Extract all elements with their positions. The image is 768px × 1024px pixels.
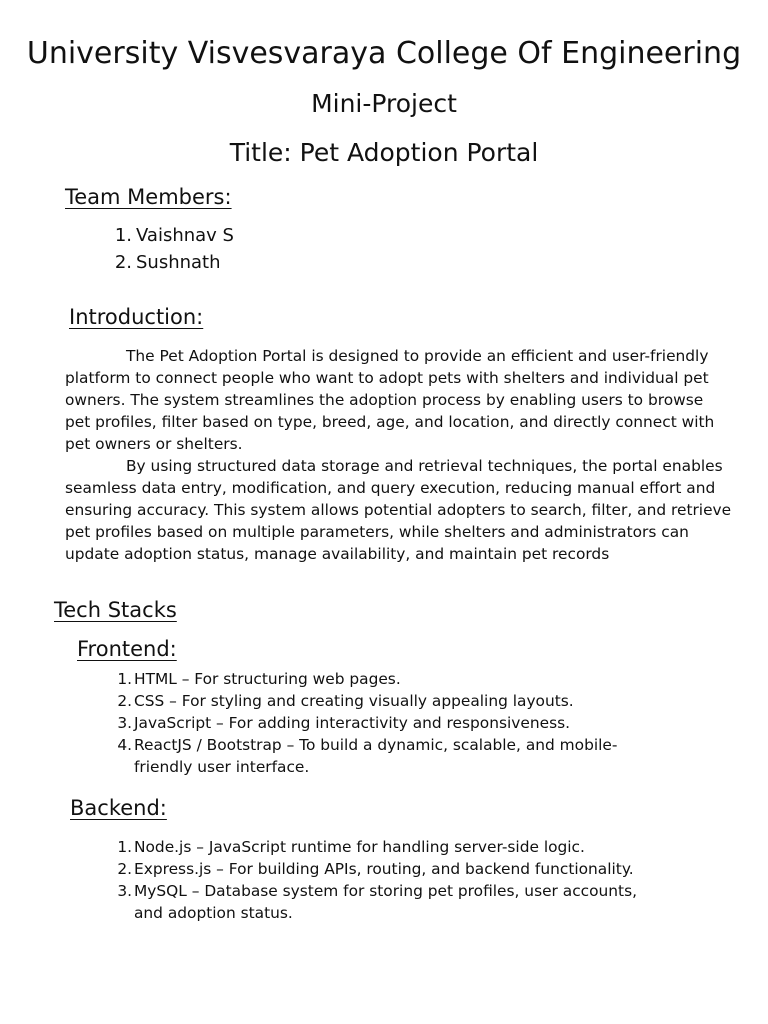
intro-line: The Pet Adoption Portal is designed to provide an efficient and user-friendly — [126, 347, 709, 365]
intro-line: By using structured data storage and retrieval techniques, the portal enables — [126, 457, 723, 475]
frontend-list — [116, 668, 654, 778]
list-text: Node.js – JavaScript runtime for handling server-side logic. — [134, 838, 585, 856]
list-number: 1. — [114, 225, 132, 246]
university-title: University Visvesvaraya College Of Engineering — [26, 36, 742, 71]
list-text: Express.js – For building APIs, routing, and backend functionality. — [134, 860, 634, 878]
member-name: Sushnath — [136, 252, 221, 273]
list-number: 2. — [117, 860, 132, 878]
frontend-heading: Frontend: — [77, 637, 177, 661]
list-number: 1. — [117, 838, 132, 856]
intro-line: ensuring accuracy. This system allows potential adopters to search, filter, and retrieve — [65, 501, 732, 519]
intro-line: pet profiles based on multiple parameters, while shelters and administrators can — [65, 523, 689, 541]
list-item — [116, 858, 654, 880]
list-item — [116, 836, 654, 858]
list-item — [116, 690, 654, 712]
list-item — [112, 222, 234, 249]
introduction-body — [65, 345, 760, 565]
intro-line: pet profiles, filter based on type, breed, age, and location, and directly connect with — [65, 413, 715, 431]
list-item — [116, 668, 654, 690]
intro-line: update adoption status, manage availability, and maintain pet records — [65, 545, 610, 563]
list-text: MySQL – Database system for storing pet profiles, user accounts, and adoption status. — [134, 882, 637, 922]
project-subtitle: Mini-Project — [311, 89, 457, 118]
team-members-heading: Team Members: — [65, 185, 232, 209]
list-item — [112, 249, 234, 276]
list-item — [116, 880, 654, 924]
member-name: Vaishnav S — [136, 225, 234, 246]
list-number: 4. — [117, 736, 132, 754]
list-number: 1. — [117, 670, 132, 688]
list-number: 3. — [117, 882, 132, 900]
backend-list — [116, 836, 654, 924]
project-title: Title: Pet Adoption Portal — [229, 138, 539, 167]
list-text: HTML – For structuring web pages. — [134, 670, 401, 688]
list-number: 3. — [117, 714, 132, 732]
list-number: 2. — [117, 692, 132, 710]
intro-line: owners. The system streamlines the adoption process by enabling users to browse — [65, 391, 704, 409]
introduction-heading: Introduction: — [69, 305, 204, 329]
list-number: 2. — [114, 252, 132, 273]
list-item — [116, 712, 654, 734]
intro-line: platform to connect people who want to adopt pets with shelters and individual pet — [65, 369, 709, 387]
intro-line: pet owners or shelters. — [65, 435, 243, 453]
team-members-list — [112, 222, 234, 276]
backend-heading: Backend: — [70, 796, 167, 820]
tech-stacks-heading: Tech Stacks — [54, 598, 177, 622]
list-item — [116, 734, 654, 778]
list-text: CSS – For styling and creating visually appealing layouts. — [134, 692, 574, 710]
list-text: ReactJS / Bootstrap – To build a dynamic, scalable, and mobile-friendly user interface. — [134, 736, 618, 776]
intro-line: seamless data entry, modification, and query execution, reducing manual effort and — [65, 479, 716, 497]
list-text: JavaScript – For adding interactivity and responsiveness. — [134, 714, 571, 732]
